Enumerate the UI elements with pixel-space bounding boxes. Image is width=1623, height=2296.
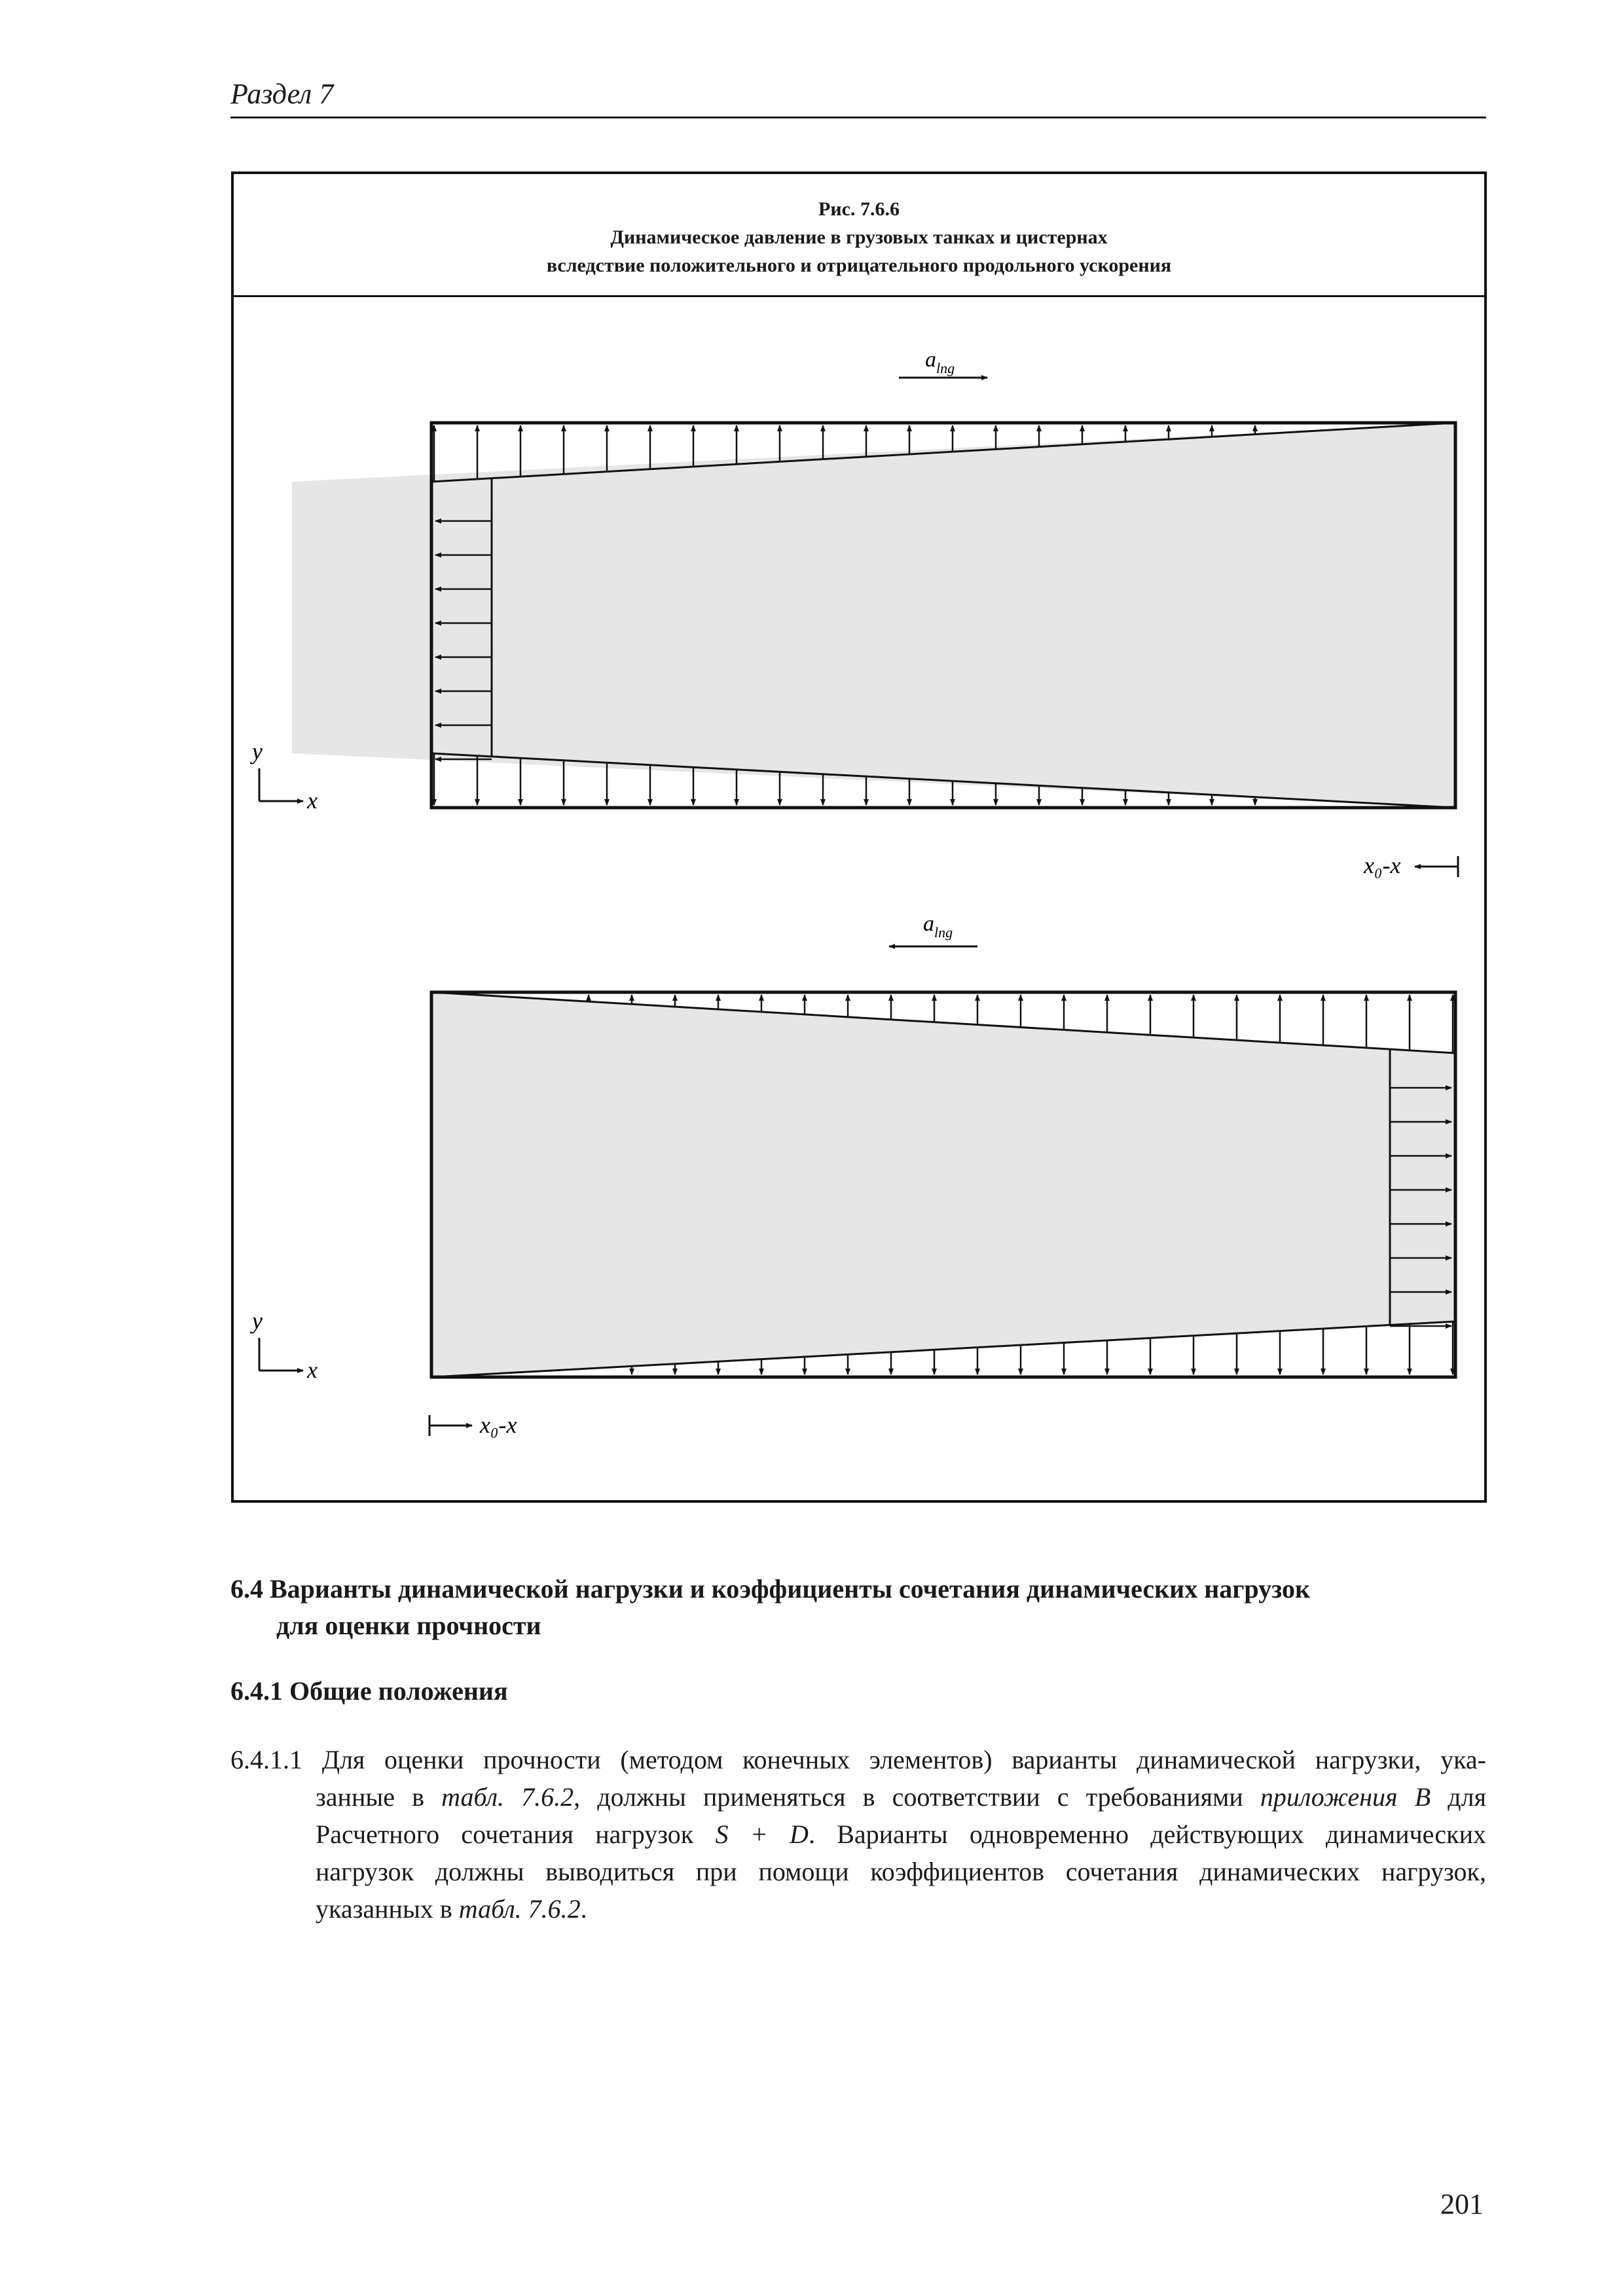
top-accel-label: $a_{lng}$ [925,348,955,376]
bottom-accel-label: $a_{lng}$ [923,912,953,941]
header-rule [230,117,1486,118]
section-title-line2: для оценки прочности [276,1611,541,1640]
paragraph-text: для [1431,1782,1486,1812]
section-header: Раздел 7 [230,78,334,110]
formula: S + D [715,1820,809,1849]
table-reference: табл. 7.6.2 [458,1894,581,1924]
paragraph-line-4 [230,1853,1486,1890]
paragraph-line-2 [230,1778,1486,1816]
paragraph-text: указанных в [316,1894,459,1924]
paragraph-text: Расчетного сочетания нагрузок [316,1820,716,1849]
paragraph-line-3 [230,1816,1486,1853]
page-number: 201 [1440,2188,1484,2220]
paragraph-line-1 [230,1741,1486,1778]
top-axis-x-label: x [307,787,318,814]
bottom-axis-y-label: y [252,1308,263,1334]
top-tank-diagram [250,348,1458,878]
bottom-tank-diagram [250,912,1455,1438]
appendix-reference: приложения В [1260,1782,1431,1812]
figure-title-line2: вследствие положительного и отрицательного продольного ускорения [546,255,1172,276]
paragraph-text: . [580,1894,587,1924]
body-paragraph [230,1741,1486,1928]
paragraph-text: . Варианты одновременно действующих динамических [808,1820,1486,1849]
paragraph-text: нагрузок должны выводиться при помощи коэффициентов сочетания динамических нагрузок, [316,1857,1486,1886]
figure-title-line1: Динамическое давление в грузовых танках и цистернах [610,226,1108,248]
bottom-tank-fill [431,992,1455,1377]
paragraph-text: занные в [316,1782,442,1812]
bottom-axis-x-label: x [307,1357,318,1383]
top-ref-label: x₀-x [1364,852,1401,878]
bottom-ref-label: x₀-x [480,1412,517,1438]
paragraph-text: 6.4.1.1 Для оценки прочности (методом конечных элементов) варианты динамической нагрузки, ука- [230,1745,1486,1774]
table-reference: табл. 7.6.2 [441,1782,574,1812]
paragraph-line-5 [230,1890,1486,1928]
subsection-title: 6.4.1 Общие положения [230,1676,508,1706]
figure-number: Рис. 7.6.6 [818,198,900,220]
paragraph-text: , должны применяться в соответствии с требованиями [574,1782,1260,1812]
section-title [230,1571,1310,1644]
top-axis-y-label: y [252,738,263,764]
pressure-diagram [231,171,1487,1503]
section-title-line1: 6.4 Варианты динамической нагрузки и коэффициенты сочетания динамических нагрузок [230,1574,1311,1604]
